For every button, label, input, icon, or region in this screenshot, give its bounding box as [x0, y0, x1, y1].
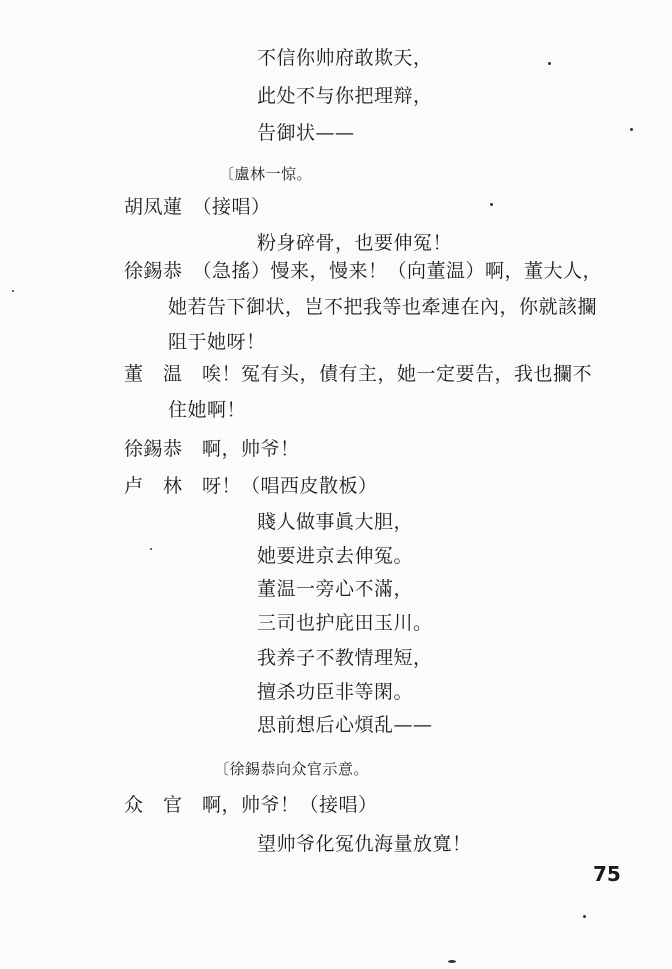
- lyric-line: 不信你帅府敢欺天，: [257, 47, 433, 69]
- lyric-line: 思前想后心煩乱——: [257, 714, 433, 736]
- dialogue-line: 董 温 唉！冤有头，債有主，她一定要告，我也攔不: [124, 363, 593, 385]
- dialogue-line: 徐錫恭 （急搖）慢来，慢来！（向董温）啊，董大人，: [124, 260, 603, 282]
- lyric-line: 望帅爷化冤仇海量放寬！: [257, 833, 472, 855]
- dialogue-line: 徐錫恭 啊，帅爷！: [124, 438, 300, 460]
- lyric-line: 告御状——: [257, 122, 355, 144]
- print-speck: [548, 62, 551, 65]
- print-speck: [12, 290, 14, 292]
- print-speck: [630, 128, 633, 131]
- dialogue-continuation: 阻于她呀！: [168, 331, 266, 353]
- lyric-line: 董温一旁心不滿，: [257, 578, 414, 600]
- lyric-line: 擅杀功臣非等閑。: [257, 681, 414, 703]
- print-speck: [583, 915, 586, 918]
- lyric-line: 賤人做事眞大胆，: [257, 511, 414, 533]
- stage-direction: 〔盧林一惊。: [219, 165, 313, 183]
- speaker-line: 胡凤蓮 （接唱）: [124, 196, 271, 218]
- print-speck: [490, 203, 493, 206]
- dialogue-continuation: 住她啊！: [168, 399, 247, 421]
- dialogue-line: 众 官 啊，帅爷！（接唱）: [124, 794, 378, 816]
- page-number: 75: [593, 862, 621, 886]
- dialogue-continuation: 她若告下御状，岂不把我等也牽連在內，你就該攔: [168, 296, 598, 318]
- speaker-line: 卢 林 呀！（唱西皮散板）: [124, 475, 378, 497]
- lyric-line: 三司也护庇田玉川。: [257, 612, 433, 634]
- print-speck: [150, 548, 152, 550]
- lyric-line: 粉身碎骨，也要伸冤！: [257, 232, 453, 254]
- stage-direction: 〔徐錫恭向众官示意。: [214, 760, 370, 778]
- print-speck: [448, 960, 456, 963]
- lyric-line: 此处不与你把理辩，: [257, 85, 433, 107]
- lyric-line: 我养子不教情理短，: [257, 647, 433, 669]
- lyric-line: 她要进京去伸冤。: [257, 545, 414, 567]
